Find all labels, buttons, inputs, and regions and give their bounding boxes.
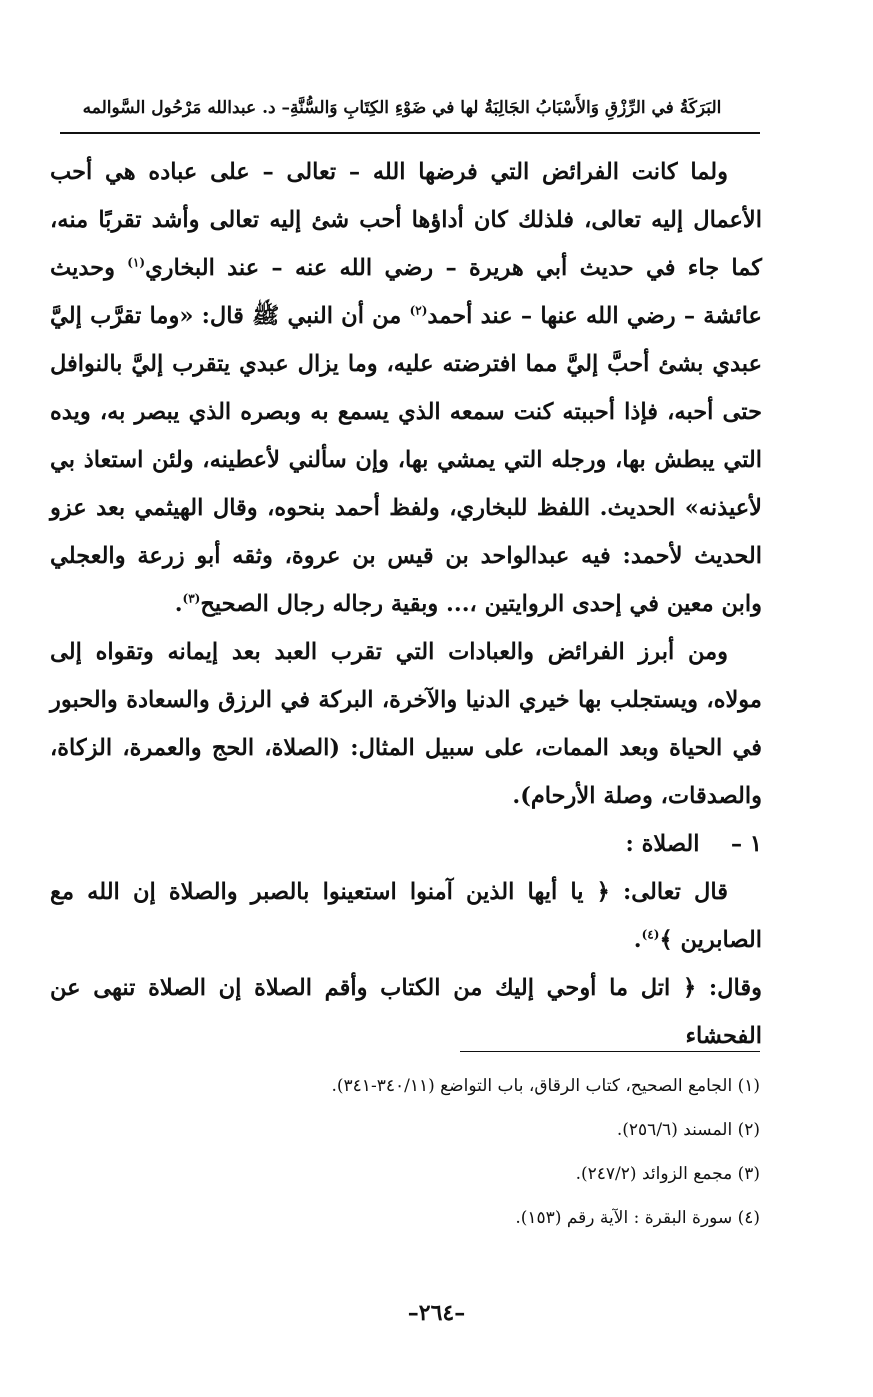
footnote-ref-3[interactable]: (٣) bbox=[182, 591, 201, 606]
paragraph-3 bbox=[50, 868, 762, 964]
page-number: –٢٦٤– bbox=[407, 1300, 466, 1326]
main-text bbox=[50, 148, 762, 1060]
text-run: ولما كانت الفرائض التي فرضها الله – تعالى – على عباده هي أحب الأعمال إليه تعالى، فلذلك كان أداؤها أحب شئ إليه تعالى وأشد تقربًا منه، كما جاء في حديث أبي هريرة – رضي الله عنه – عند البخاري bbox=[50, 159, 762, 281]
running-header: البَرَكَةُ في الرِّزْقِ وَالأَسْبَابُ الجَالِبَةُ لها في ضَوْءِ الكِتَابِ وَالسُّنَّةِ– د. عبدالله مَرْحُول السَّوالمه bbox=[82, 98, 722, 118]
quran-quote: قال تعالى: ﴿ يا أيها الذين آمنوا استعينوا بالصبر والصلاة إن الله مع الصابرين ﴾ bbox=[50, 879, 762, 953]
section-title: الصلاة : bbox=[625, 831, 700, 857]
header-rule bbox=[60, 132, 760, 134]
text-run: من أن النبي ﷺ قال: «وما تقرَّب إليَّ عبدي بشئ أحبَّ إليَّ مما افترضته عليه، وما يزال عبدي يتقرب إليَّ بالنوافل حتى أحبه، فإذا أحببته كنت سمعه الذي يسمع به وبصره الذي يبصر به، ويده التي يبطش بها، ورجله التي يمشي بها، وإن سألني لأعطينه، ولئن استعاذ بي لأعيذنه» الحديث. اللفظ للبخاري، ولفظ أحمد بنحوه، وقال الهيثمي بعد عزو الحديث لأحمد: فيه عبدالواحد بن قيس بن عروة، وثقه أبو زرعة والعجلي وابن معين في إحدى الروايتين ،... وبقية رجاله رجال الصحيح bbox=[50, 303, 762, 617]
footnote-ref-4[interactable]: (٤) bbox=[641, 927, 660, 942]
section-heading bbox=[50, 820, 762, 868]
paragraph-4: وقال: ﴿ اتل ما أوحي إليك من الكتاب وأقم الصلاة إن الصلاة تنهى عن الفحشاء bbox=[50, 975, 762, 1049]
footnote-2: (٢) المسند (٢٥٦/٦). bbox=[616, 1120, 760, 1140]
footnote-rule bbox=[460, 1051, 760, 1052]
footnote-ref-1[interactable]: (١) bbox=[127, 255, 146, 270]
paragraph-1 bbox=[50, 148, 762, 628]
footnote-4: (٤) سورة البقرة : الآية رقم (١٥٣). bbox=[515, 1208, 760, 1228]
footnote-ref-2[interactable]: (٢) bbox=[409, 303, 428, 318]
paragraph-2: ومن أبرز الفرائض والعبادات التي تقرب العبد بعد إيمانه وتقواه إلى مولاه، ويستجلب بها خيري الدنيا والآخرة، البركة في الرزق والسعادة والحبور في الحياة وبعد الممات، على سبيل المثال: (الصلاة، الحج والعمرة، الزكاة، والصدقات، وصلة الأرحام). bbox=[50, 639, 762, 809]
footnotes bbox=[60, 1064, 760, 1240]
footnote-1: (١) الجامع الصحيح، كتاب الرقاق، باب التواضع (٣٤٠/١١-٣٤١). bbox=[331, 1076, 760, 1096]
text-run: . bbox=[633, 927, 642, 953]
text-run: وحديث عائشة – رضي الله عنها – عند أحمد bbox=[50, 255, 762, 329]
footnote-3: (٣) مجمع الزوائد (٢٤٧/٢). bbox=[575, 1164, 760, 1184]
section-number: ١ – bbox=[730, 831, 762, 857]
text-run: . bbox=[174, 591, 183, 617]
